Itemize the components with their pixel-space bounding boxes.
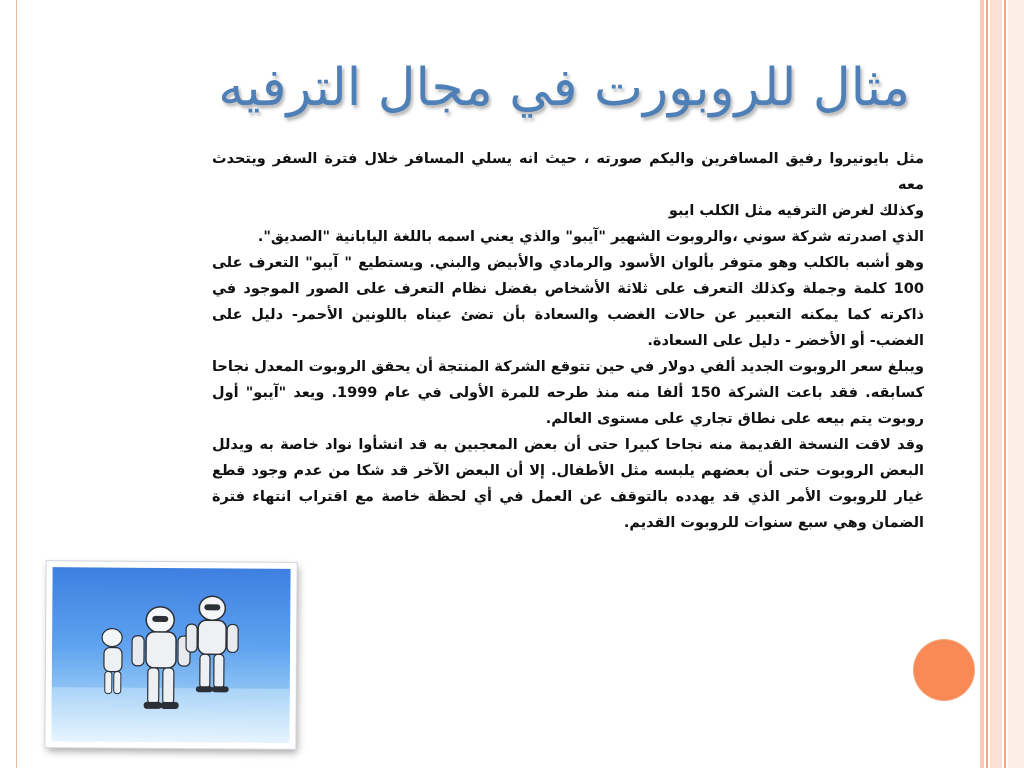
slide-title: مثال للروبورت في مجال الترفيه — [218, 58, 910, 118]
paragraph: ويبلغ سعر الروبوت الجديد ألفي دولار في حين تتوقع الشركة المنتجة أن يحقق الروبوت المعدل نجاحا كسابقه. فقد باعت الشركة 150 ألفا منه منذ طرحه للمرة الأولى في عام 1999. ويعد "آيبو" أول روبوت يتم بيعه على نطاق تجاري على مستوى العالم. — [211, 359, 925, 427]
slide-body-text — [212, 146, 924, 536]
robot-icon — [102, 629, 122, 694]
stripe — [1008, 0, 1024, 768]
robot-icon — [186, 596, 239, 692]
left-border-line — [16, 0, 17, 768]
robots-illustration-icon — [51, 567, 290, 743]
paragraph: وكذلك لغرض الترفيه مثل الكلب ايبو — [668, 203, 924, 219]
stripe — [980, 0, 984, 768]
humanoid-robots-photo — [51, 567, 290, 743]
robot-photo-frame — [45, 561, 296, 749]
decorative-orange-circle — [914, 640, 974, 700]
stripe — [1004, 0, 1006, 768]
paragraph: وهو أشبه بالكلب وهو متوفر بألوان الأسود والرمادي والأبيض والبني. ويستطيع " آيبو" التعرف على 100 كلمة وجملة وكذلك التعرف على ثلاثة الأشخاص بفضل نظام التعرف على الصور الموجود في ذاكرته كما يمكنه التعبير عن حالات الغضب والسعادة بأن تضئ عيناه باللونين الأحمر- دليل على الغضب- أو الأخضر - دليل على السعادة. — [212, 255, 924, 349]
stripe — [990, 0, 1002, 768]
paragraph: الذي اصدرته شركة سوني ،والروبوت الشهير "آيبو" والذي يعني اسمه باللغة اليابانية "الصديق". — [257, 229, 924, 245]
paragraph: مثل بايونيروا رفيق المسافرين واليكم صورته ، حيث انه يسلي المسافر خلال فترة السفر ويتحدث معه — [212, 151, 924, 193]
robot-icon — [132, 607, 191, 709]
paragraph: وقد لاقت النسخة القديمة منه نجاحا كبيرا حتى أن بعض المعجبين به قد انشأوا نواد خاصة به ويدلل البعض الروبوت حتى أن بعضهم يلبسه مثل الأطفال. إلا أن البعض الآخر قد شكا من عدم وجود قطع غيار للروبوت الأمر الذي قد يهدده بالتوقف عن العمل في أي لحظة خاصة مع اقتراب انتهاء فترة الضمان وهي سبع سنوات للروبوت القديم. — [212, 437, 924, 531]
right-decorative-stripes — [980, 0, 1024, 768]
stripe — [986, 0, 988, 768]
